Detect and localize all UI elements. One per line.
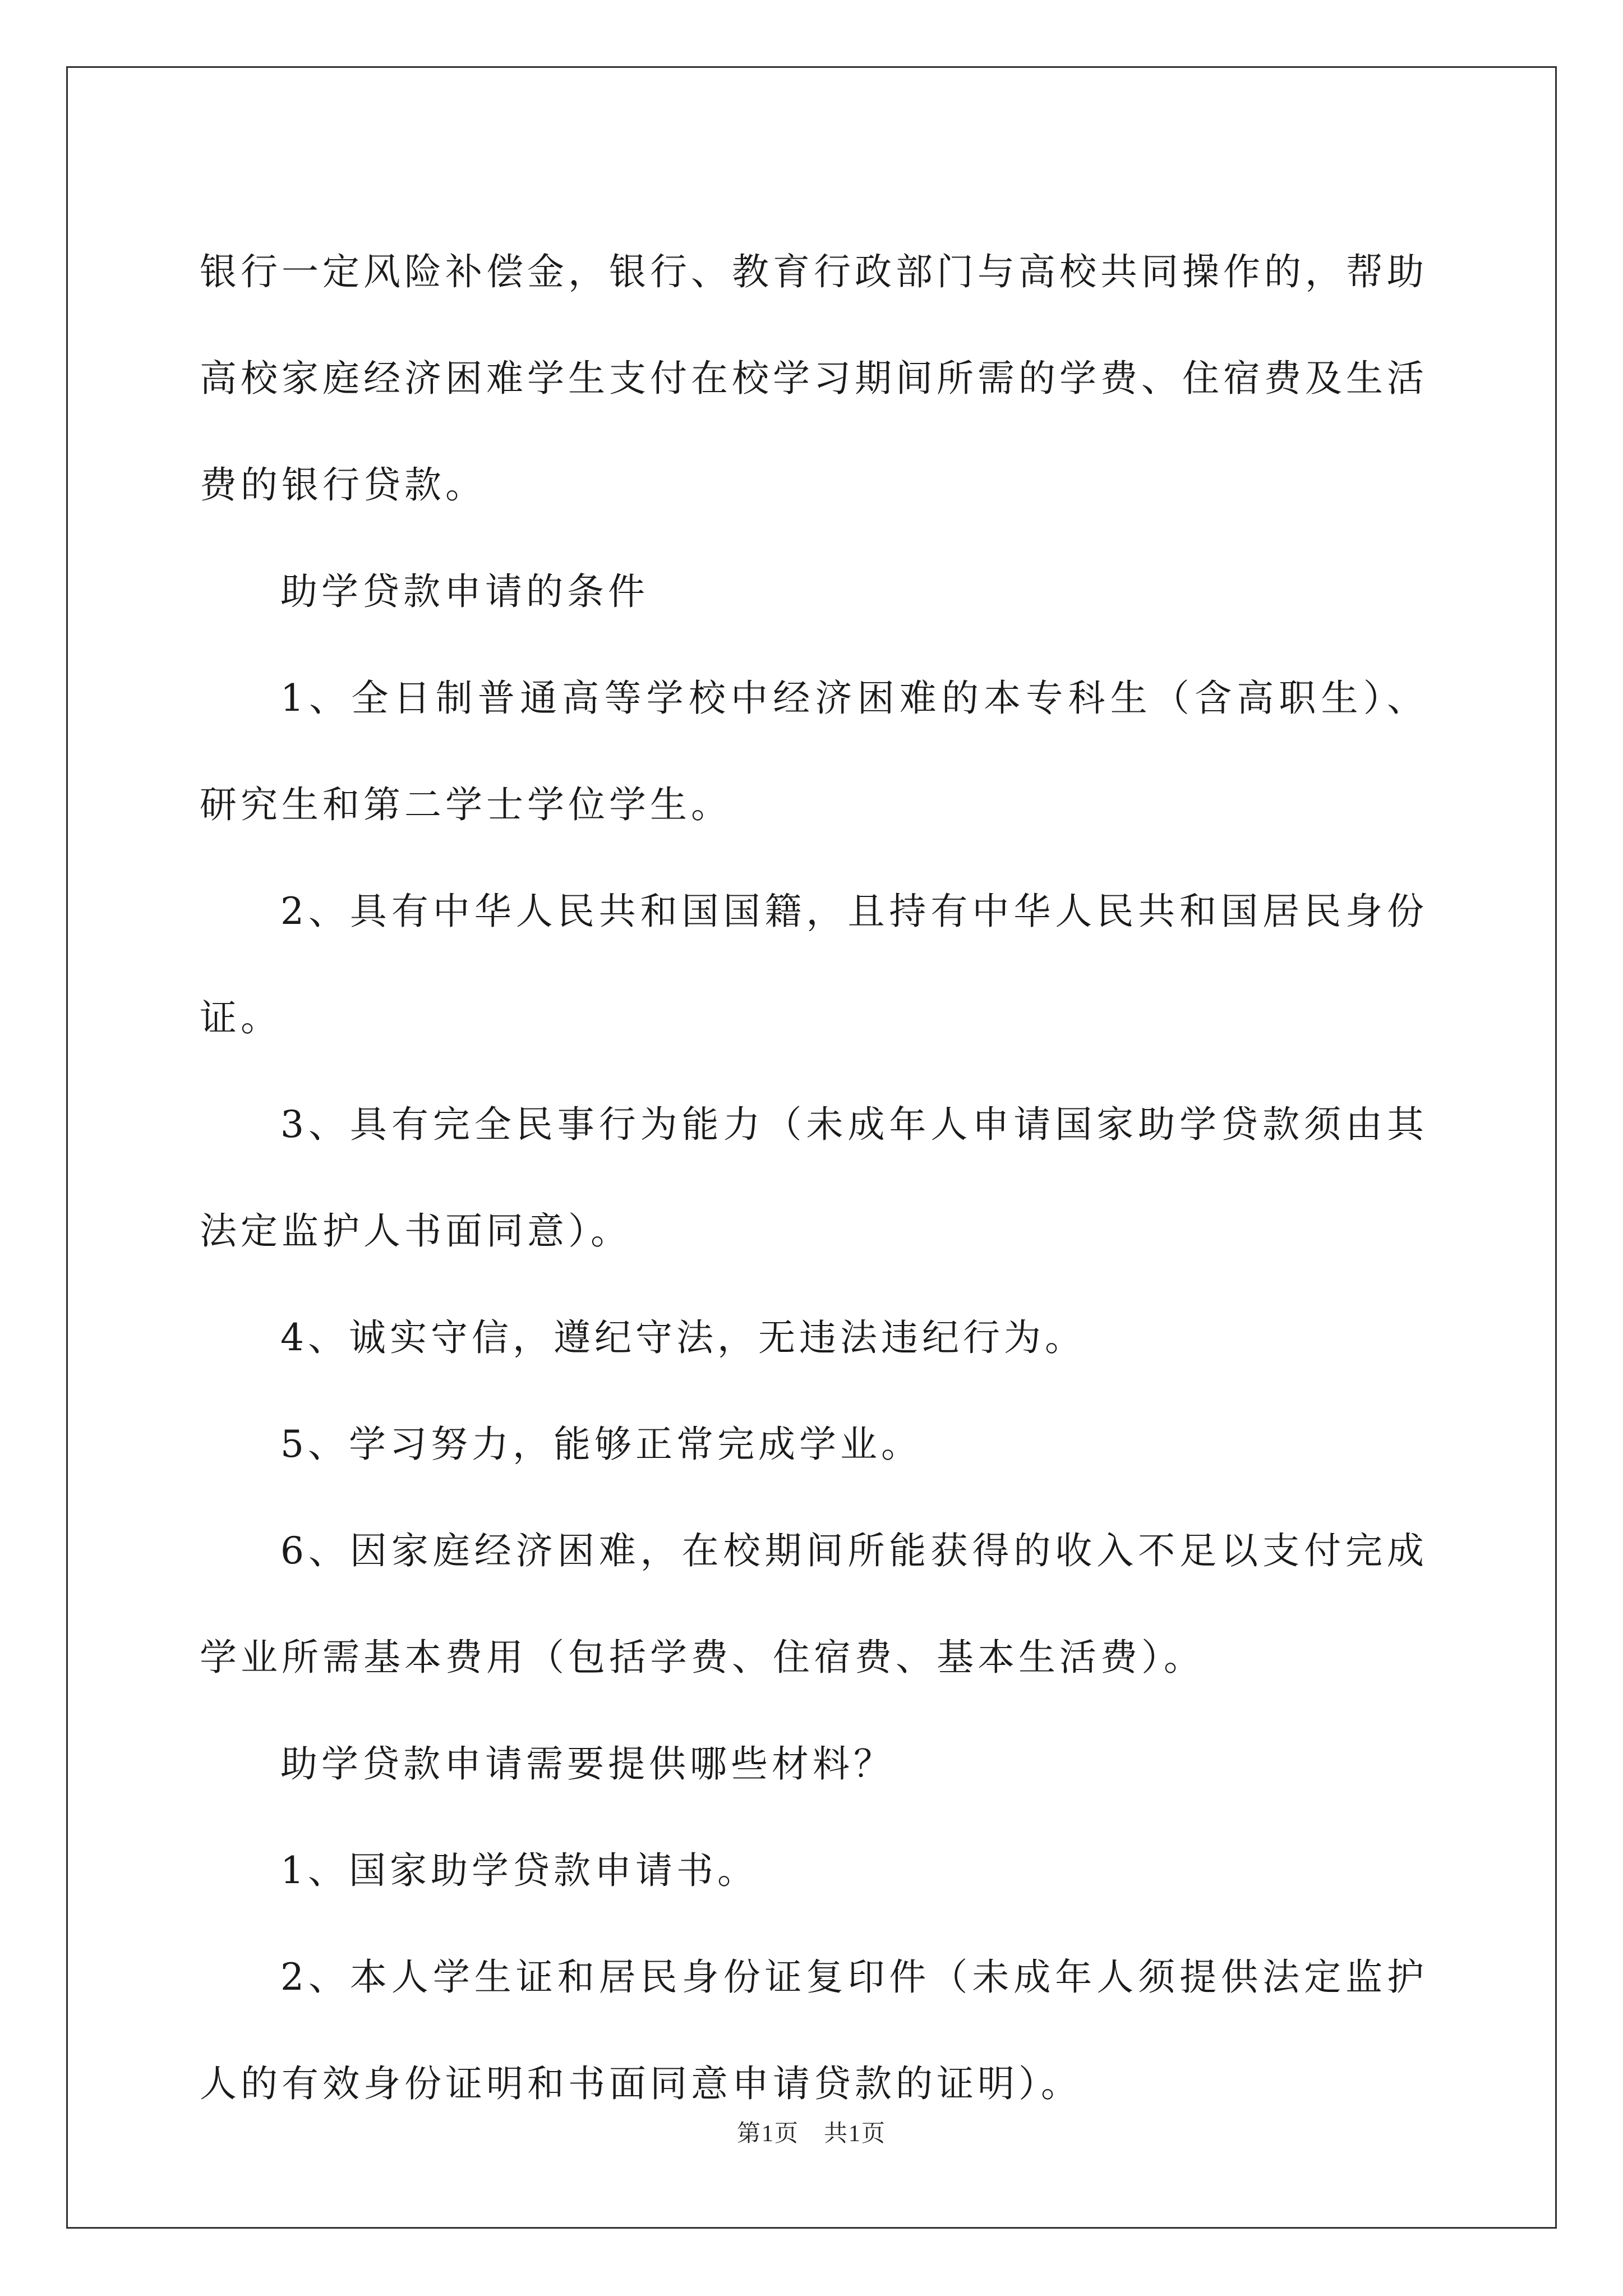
condition-item-5: 5、学习努力，能够正常完成学业。 bbox=[280, 1423, 922, 1466]
page-number-footer: 第1页 共1页 bbox=[736, 2121, 886, 2147]
condition-item-3: 3、具有完全民事行为能力（未成年人申请国家助学贷款须由其法定监护人书面同意）。 bbox=[200, 1103, 1428, 1253]
document-body bbox=[200, 219, 1428, 2137]
paragraph-loan-definition: 银行一定风险补偿金，银行、教育行政部门与高校共同操作的，帮助高校家庭经济困难学生支付在校学习期间所需的学费、住宿费及生活费的银行贷款。 bbox=[200, 250, 1428, 507]
condition-item-2: 2、具有中华人民共和国国籍，且持有中华人民共和国居民身份证。 bbox=[200, 890, 1428, 1039]
condition-item-4: 4、诚实守信，遵纪守法，无违法违纪行为。 bbox=[280, 1316, 1086, 1359]
heading-required-materials: 助学贷款申请需要提供哪些材料？ bbox=[280, 1742, 895, 1786]
material-item-2: 2、本人学生证和居民身份证复印件（未成年人须提供法定监护人的有效身份证明和书面同意申请贷款的证明）。 bbox=[200, 1955, 1428, 2105]
condition-item-6: 6、因家庭经济困难，在校期间所能获得的收入不足以支付完成学业所需基本费用（包括学费、住宿费、基本生活费）。 bbox=[200, 1529, 1428, 1679]
condition-item-1: 1、全日制普通高等学校中经济困难的本专科生（含高职生）、研究生和第二学士学位学生。 bbox=[200, 677, 1428, 826]
heading-application-conditions: 助学贷款申请的条件 bbox=[280, 570, 649, 613]
material-item-1: 1、国家助学贷款申请书。 bbox=[280, 1849, 758, 1892]
